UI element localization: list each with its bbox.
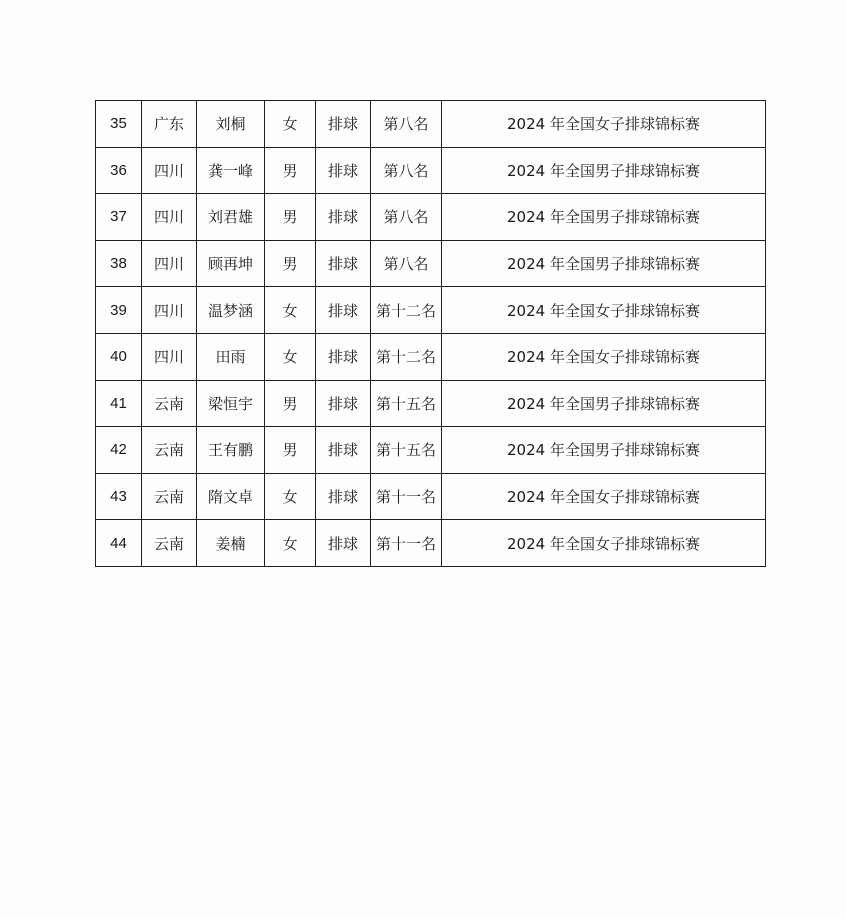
athlete-name-cell: 梁恒宇 — [197, 380, 265, 427]
serial-number-cell: 43 — [96, 473, 142, 520]
province-cell: 云南 — [142, 427, 197, 474]
table-row — [96, 240, 766, 287]
serial-number-cell: 41 — [96, 380, 142, 427]
event-cell: 2024 年全国女子排球锦标赛 — [442, 287, 766, 334]
sport-cell: 排球 — [316, 101, 371, 148]
province-cell: 广东 — [142, 101, 197, 148]
gender-cell: 女 — [265, 101, 316, 148]
table-row — [96, 101, 766, 148]
rank-cell: 第八名 — [371, 101, 442, 148]
province-cell: 云南 — [142, 380, 197, 427]
gender-cell: 女 — [265, 473, 316, 520]
table-row — [96, 427, 766, 474]
sport-cell: 排球 — [316, 287, 371, 334]
award-roster-table — [95, 100, 766, 567]
serial-number-cell: 40 — [96, 333, 142, 380]
sport-cell: 排球 — [316, 240, 371, 287]
athlete-name-cell: 田雨 — [197, 333, 265, 380]
rank-cell: 第八名 — [371, 240, 442, 287]
sport-cell: 排球 — [316, 147, 371, 194]
event-cell: 2024 年全国男子排球锦标赛 — [442, 194, 766, 241]
roster-table-body — [96, 101, 766, 567]
athlete-name-cell: 隋文卓 — [197, 473, 265, 520]
event-cell: 2024 年全国男子排球锦标赛 — [442, 427, 766, 474]
province-cell: 四川 — [142, 287, 197, 334]
event-cell: 2024 年全国女子排球锦标赛 — [442, 333, 766, 380]
event-cell: 2024 年全国男子排球锦标赛 — [442, 147, 766, 194]
rank-cell: 第八名 — [371, 147, 442, 194]
serial-number-cell: 42 — [96, 427, 142, 474]
sport-cell: 排球 — [316, 473, 371, 520]
province-cell: 四川 — [142, 333, 197, 380]
gender-cell: 男 — [265, 194, 316, 241]
athlete-name-cell: 温梦涵 — [197, 287, 265, 334]
rank-cell: 第十五名 — [371, 427, 442, 474]
event-cell: 2024 年全国女子排球锦标赛 — [442, 520, 766, 567]
serial-number-cell: 39 — [96, 287, 142, 334]
event-cell: 2024 年全国女子排球锦标赛 — [442, 473, 766, 520]
serial-number-cell: 37 — [96, 194, 142, 241]
rank-cell: 第十二名 — [371, 333, 442, 380]
table-row — [96, 380, 766, 427]
athlete-name-cell: 王有鹏 — [197, 427, 265, 474]
rank-cell: 第十五名 — [371, 380, 442, 427]
sport-cell: 排球 — [316, 194, 371, 241]
gender-cell: 女 — [265, 333, 316, 380]
table-row — [96, 147, 766, 194]
event-cell: 2024 年全国男子排球锦标赛 — [442, 380, 766, 427]
gender-cell: 男 — [265, 427, 316, 474]
sport-cell: 排球 — [316, 333, 371, 380]
sport-cell: 排球 — [316, 520, 371, 567]
province-cell: 四川 — [142, 147, 197, 194]
athlete-name-cell: 刘君雄 — [197, 194, 265, 241]
gender-cell: 男 — [265, 147, 316, 194]
rank-cell: 第十一名 — [371, 473, 442, 520]
athlete-name-cell: 龚一峰 — [197, 147, 265, 194]
gender-cell: 男 — [265, 380, 316, 427]
sport-cell: 排球 — [316, 380, 371, 427]
rank-cell: 第十二名 — [371, 287, 442, 334]
table-row — [96, 473, 766, 520]
province-cell: 云南 — [142, 473, 197, 520]
rank-cell: 第八名 — [371, 194, 442, 241]
rank-cell: 第十一名 — [371, 520, 442, 567]
serial-number-cell: 38 — [96, 240, 142, 287]
province-cell: 四川 — [142, 194, 197, 241]
table-row — [96, 520, 766, 567]
province-cell: 四川 — [142, 240, 197, 287]
province-cell: 云南 — [142, 520, 197, 567]
gender-cell: 男 — [265, 240, 316, 287]
gender-cell: 女 — [265, 287, 316, 334]
table-row — [96, 333, 766, 380]
table-row — [96, 287, 766, 334]
athlete-name-cell: 姜楠 — [197, 520, 265, 567]
table-row — [96, 194, 766, 241]
athlete-name-cell: 顾再坤 — [197, 240, 265, 287]
sport-cell: 排球 — [316, 427, 371, 474]
event-cell: 2024 年全国男子排球锦标赛 — [442, 240, 766, 287]
serial-number-cell: 44 — [96, 520, 142, 567]
athlete-name-cell: 刘桐 — [197, 101, 265, 148]
event-cell: 2024 年全国女子排球锦标赛 — [442, 101, 766, 148]
serial-number-cell: 35 — [96, 101, 142, 148]
serial-number-cell: 36 — [96, 147, 142, 194]
gender-cell: 女 — [265, 520, 316, 567]
